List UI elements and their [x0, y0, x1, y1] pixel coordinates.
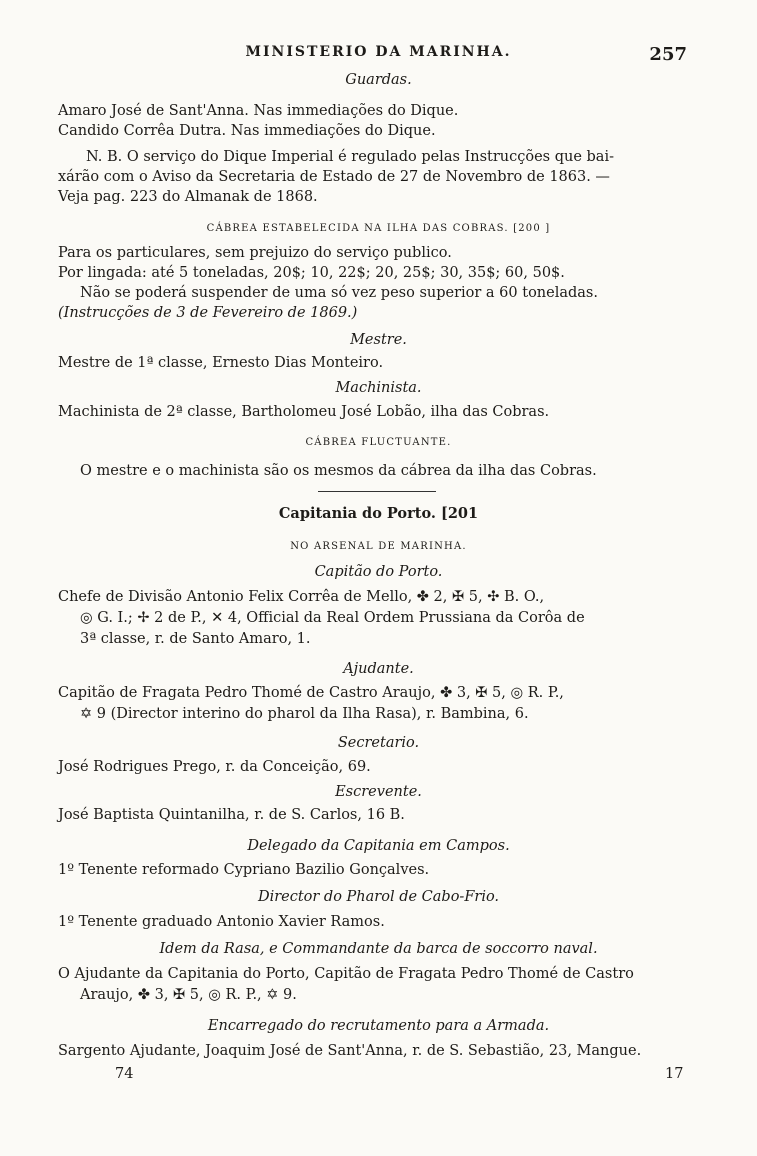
- idem-line: O Ajudante da Capitania do Porto, Capitão de Fragata Pedro Thomé de Castro: [58, 966, 634, 982]
- secretario-heading: Secretario.: [337, 735, 420, 751]
- footer-signature-left: 74: [115, 1066, 134, 1082]
- mestre-entry: Mestre de 1ª classe, Ernesto Dias Monteiro.: [58, 355, 384, 371]
- capitao-line: 3ª classe, r. de Santo Amaro, 1.: [80, 631, 311, 647]
- cabrea-line: Não se poderá suspender de uma só vez peso superior a 60 toneladas.: [80, 285, 598, 301]
- page-number: 257: [649, 44, 687, 65]
- cabrea-line: (Instrucções de 3 de Fevereiro de 1869.): [58, 305, 358, 321]
- capitao-line: ◎ G. I.; ✢ 2 de P., ✕ 4, Official da Real Ordem Prussiana da Corôa de: [80, 610, 585, 626]
- capitania-subtitle: NO ARSENAL DE MARINHA.: [290, 541, 467, 552]
- cabrea-line: Para os particulares, sem prejuizo do serviço publico.: [58, 245, 452, 261]
- section-divider: [318, 491, 436, 492]
- idem-line: Araujo, ✤ 3, ✠ 5, ◎ R. P., ✡ 9.: [80, 987, 297, 1003]
- delegado-heading: Delegado da Capitania em Campos.: [247, 838, 510, 854]
- capitania-title: Capitania do Porto. [201: [278, 505, 479, 522]
- ajudante-line: ✡ 9 (Director interino do pharol da Ilha Rasa), r. Bambina, 6.: [80, 706, 529, 722]
- encarregado-heading: Encarregado do recrutamento para a Armada.: [207, 1018, 550, 1034]
- delegado-entry: 1º Tenente reformado Cypriano Bazilio Gonçalves.: [58, 862, 430, 878]
- cabrea-fluctuante-heading: CÁBREA FLUCTUANTE.: [305, 437, 452, 448]
- ajudante-heading: Ajudante.: [343, 661, 414, 677]
- escrevente-entry: José Baptista Quintanilha, r. de S. Carlos, 16 B.: [58, 807, 405, 823]
- nota-line: Veja pag. 223 do Almanak de 1868.: [58, 189, 318, 205]
- capitao-line: Chefe de Divisão Antonio Felix Corrêa de Mello, ✤ 2, ✠ 5, ✣ B. O.,: [58, 589, 545, 605]
- encarregado-entry: Sargento Ajudante, Joaquim José de Sant'Anna, r. de S. Sebastião, 23, Mangue.: [58, 1043, 642, 1059]
- nota-line: xárão com o Aviso da Secretaria de Estado de 27 de Novembro de 1863. —: [58, 169, 610, 185]
- guarda-entry: Candido Corrêa Dutra. Nas immediações do Dique.: [58, 123, 436, 139]
- machinista-heading: Machinista.: [335, 380, 422, 396]
- cabrea-line: Por lingada: até 5 toneladas, 20$; 10, 22$; 20, 25$; 30, 35$; 60, 50$.: [58, 265, 565, 281]
- running-header: MINISTERIO DA MARINHA.: [245, 44, 512, 60]
- footer-signature-right: 17: [665, 1066, 684, 1082]
- ajudante-line: Capitão de Fragata Pedro Thomé de Castro Araujo, ✤ 3, ✠ 5, ◎ R. P.,: [58, 685, 564, 701]
- secretario-entry: José Rodrigues Prego, r. da Conceição, 69.: [58, 759, 371, 775]
- escrevente-heading: Escrevente.: [335, 784, 422, 800]
- capitao-heading: Capitão do Porto.: [314, 564, 443, 580]
- mestre-heading: Mestre.: [350, 332, 407, 348]
- cabrea-estabelecida-heading: CÁBREA ESTABELECIDA NA ILHA DAS COBRAS. [200 ]: [206, 223, 551, 234]
- director-heading: Director do Pharol de Cabo-Frio.: [257, 889, 500, 905]
- idem-heading: Idem da Rasa, e Commandante da barca de soccorro naval.: [159, 941, 598, 957]
- nota-line: N. B. O serviço do Dique Imperial é regulado pelas Instrucções que bai-: [86, 149, 614, 165]
- cabrea-fluctuante-text: O mestre e o machinista são os mesmos da cábrea da ilha das Cobras.: [80, 463, 597, 479]
- director-entry: 1º Tenente graduado Antonio Xavier Ramos.: [58, 914, 385, 930]
- machinista-entry: Machinista de 2ª classe, Bartholomeu José Lobão, ilha das Cobras.: [58, 404, 550, 420]
- guardas-heading: Guardas.: [345, 72, 412, 88]
- guarda-entry: Amaro José de Sant'Anna. Nas immediações do Dique.: [58, 103, 459, 119]
